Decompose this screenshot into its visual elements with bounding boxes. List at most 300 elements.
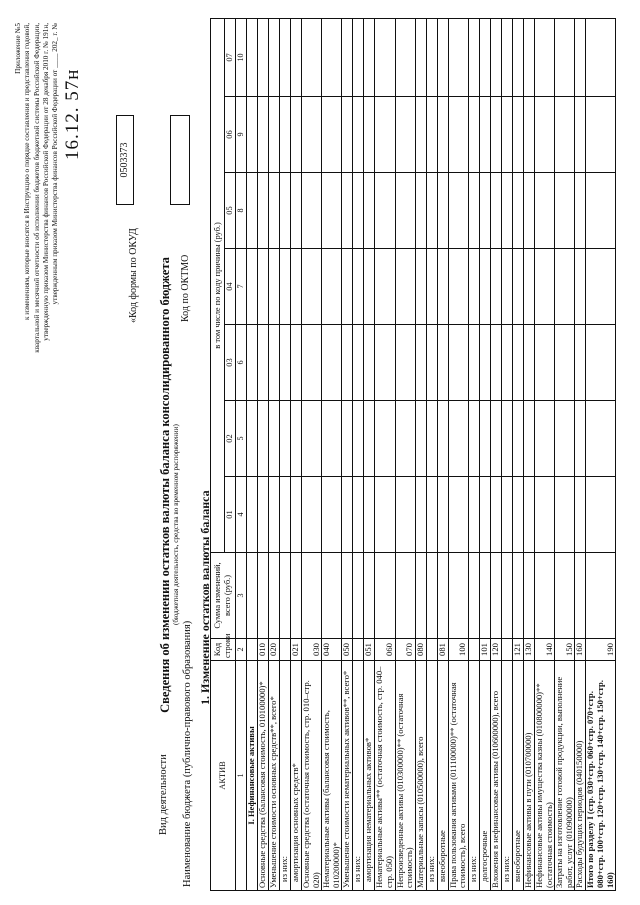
row-name: из них:	[426, 661, 437, 891]
row-name: внеоборотные	[437, 661, 448, 891]
table-row	[322, 18, 342, 890]
value-cell	[342, 18, 353, 96]
value-cell	[353, 477, 364, 553]
value-cell	[437, 249, 448, 325]
header-reason-code: 01	[225, 477, 236, 553]
value-cell	[291, 97, 302, 173]
value-cell	[534, 401, 554, 477]
value-cell	[523, 173, 534, 249]
value-cell	[426, 18, 437, 96]
date-stamp: 16.12. 57н	[62, 68, 83, 160]
row-code: 050	[342, 639, 353, 661]
value-cell	[512, 173, 523, 249]
value-cell	[426, 173, 437, 249]
row-name: амортизация нематериальных активов*	[364, 661, 375, 891]
value-cell	[479, 18, 490, 96]
row-code: 080	[415, 639, 426, 661]
appendix-line: утвержденную приказом Министерства финансов Российской Федерации от 28 декабря 2010 г. № 191н,	[41, 23, 50, 341]
value-cell	[523, 18, 534, 96]
value-cell	[280, 401, 291, 477]
value-cell	[490, 97, 501, 173]
value-cell	[258, 173, 269, 249]
value-cell	[490, 173, 501, 249]
row-code	[280, 639, 291, 661]
form-subtitle: (бюджетная деятельность, средства во временном распоряжении)	[172, 424, 180, 625]
value-cell	[534, 97, 554, 173]
value-cell	[247, 249, 258, 325]
value-cell	[575, 553, 586, 639]
row-name: Нефинансовые активы имущества казны (010800000)** (остаточная стоимость)	[534, 661, 554, 891]
header-reason-code: 04	[225, 249, 236, 325]
row-code	[247, 639, 258, 661]
row-name: из них:	[353, 661, 364, 891]
row-name: Затраты на изготовление готовой продукции, выполнение работ, услуг (010900000)	[555, 661, 575, 891]
value-cell	[322, 325, 342, 401]
appendix-line: к изменениям, которые вносятся в Инструкцию о порядке составления и представления годовой,	[23, 23, 32, 321]
value-cell	[280, 173, 291, 249]
value-cell	[534, 173, 554, 249]
header-code: Код строки	[211, 639, 236, 661]
value-cell	[291, 18, 302, 96]
value-cell	[395, 173, 415, 249]
value-cell	[448, 173, 468, 249]
value-cell	[575, 97, 586, 173]
value-cell	[426, 553, 437, 639]
value-cell	[247, 325, 258, 401]
value-cell	[280, 249, 291, 325]
value-cell	[490, 325, 501, 401]
row-code: 100	[448, 639, 468, 661]
value-cell	[555, 249, 575, 325]
value-cell	[512, 249, 523, 325]
value-cell	[490, 18, 501, 96]
column-number: 10	[236, 18, 247, 96]
value-cell	[353, 97, 364, 173]
activity-label: Вид деятельности	[158, 754, 169, 835]
value-cell	[258, 249, 269, 325]
value-cell	[575, 18, 586, 96]
table-row	[586, 18, 616, 890]
value-cell	[534, 325, 554, 401]
value-cell	[512, 477, 523, 553]
value-cell	[291, 249, 302, 325]
header-sum: Сумма изменений, всего (руб.)	[211, 553, 236, 639]
column-number: 4	[236, 477, 247, 553]
value-cell	[395, 401, 415, 477]
table-row	[342, 18, 353, 890]
value-cell	[437, 97, 448, 173]
value-cell	[269, 18, 280, 96]
value-cell	[501, 18, 512, 96]
value-cell	[501, 97, 512, 173]
table-row	[479, 18, 490, 890]
oktmo-label: Код по ОКТМО	[180, 254, 191, 322]
appendix-line: квартальной и месячной отчетности об исполнении бюджетов бюджетной системы Российской Федерации,	[32, 23, 41, 353]
column-number: 1	[236, 661, 247, 891]
column-number: 2	[236, 639, 247, 661]
oktmo-code-box	[170, 115, 190, 205]
value-cell	[426, 249, 437, 325]
row-name: Итого по разделу I (стр. 030+стр. 060+стр. 070+стр. 080+стр. 100+стр. 120+стр. 130+стр. 140+стр. 150+стр. 160)	[586, 661, 616, 891]
table-row	[501, 18, 512, 890]
appendix-line: Приложение №5	[14, 23, 22, 74]
value-cell	[353, 553, 364, 639]
table-row	[291, 18, 302, 890]
value-cell	[586, 553, 616, 639]
value-cell	[364, 477, 375, 553]
value-cell	[353, 325, 364, 401]
value-cell	[291, 325, 302, 401]
value-cell	[322, 249, 342, 325]
row-code: 140	[534, 639, 554, 661]
value-cell	[291, 553, 302, 639]
row-name: Уменьшение стоимости основных средств**, всего*	[269, 661, 280, 891]
value-cell	[534, 18, 554, 96]
row-code: 020	[269, 639, 280, 661]
value-cell	[586, 18, 616, 96]
value-cell	[375, 477, 395, 553]
value-cell	[555, 553, 575, 639]
value-cell	[302, 18, 322, 96]
value-cell	[437, 325, 448, 401]
value-cell	[269, 477, 280, 553]
value-cell	[448, 325, 468, 401]
value-cell	[302, 553, 322, 639]
row-code: 051	[364, 639, 375, 661]
value-cell	[375, 97, 395, 173]
value-cell	[395, 553, 415, 639]
value-cell	[322, 173, 342, 249]
table-row	[280, 18, 291, 890]
value-cell	[468, 325, 479, 401]
value-cell	[586, 173, 616, 249]
value-cell	[575, 325, 586, 401]
value-cell	[375, 553, 395, 639]
value-cell	[342, 553, 353, 639]
value-cell	[586, 477, 616, 553]
column-number: 8	[236, 173, 247, 249]
header-reason-code: 05	[225, 173, 236, 249]
row-code: 060	[375, 639, 395, 661]
table-row	[512, 18, 523, 890]
row-code	[468, 639, 479, 661]
row-code: 120	[490, 639, 501, 661]
row-name: внеоборотные	[512, 661, 523, 891]
value-cell	[375, 173, 395, 249]
table-row	[534, 18, 554, 890]
value-cell	[395, 249, 415, 325]
row-code: 121	[512, 639, 523, 661]
header-reason-code: 03	[225, 325, 236, 401]
value-cell	[555, 97, 575, 173]
value-cell	[322, 97, 342, 173]
table-row	[415, 18, 426, 890]
value-cell	[291, 477, 302, 553]
value-cell	[468, 18, 479, 96]
row-name: Основные средства (балансовая стоимость, 010100000)*	[258, 661, 269, 891]
value-cell	[353, 173, 364, 249]
value-cell	[322, 553, 342, 639]
table-row	[353, 18, 364, 890]
value-cell	[395, 325, 415, 401]
value-cell	[364, 97, 375, 173]
value-cell	[512, 553, 523, 639]
table-row	[247, 18, 258, 890]
value-cell	[258, 325, 269, 401]
row-name: долгосрочные	[479, 661, 490, 891]
value-cell	[448, 97, 468, 173]
value-cell	[501, 553, 512, 639]
value-cell	[280, 325, 291, 401]
value-cell	[258, 18, 269, 96]
value-cell	[353, 401, 364, 477]
value-cell	[448, 249, 468, 325]
value-cell	[364, 325, 375, 401]
value-cell	[479, 97, 490, 173]
row-name: Права пользования активами (011100000)** (остаточная стоимость), всего	[448, 661, 468, 891]
table-row	[555, 18, 575, 890]
value-cell	[501, 401, 512, 477]
value-cell	[280, 18, 291, 96]
table-row	[395, 18, 415, 890]
value-cell	[342, 401, 353, 477]
column-number: 3	[236, 553, 247, 639]
row-name: Уменьшение стоимости нематериальных активов**, всего*	[342, 661, 353, 891]
value-cell	[415, 18, 426, 96]
okud-code-box: 0503373	[116, 115, 134, 205]
row-code: 010	[258, 639, 269, 661]
appendix-note	[14, 23, 60, 353]
value-cell	[468, 477, 479, 553]
value-cell	[342, 477, 353, 553]
value-cell	[269, 249, 280, 325]
value-cell	[258, 401, 269, 477]
value-cell	[302, 401, 322, 477]
value-cell	[426, 401, 437, 477]
value-cell	[575, 401, 586, 477]
value-cell	[269, 97, 280, 173]
row-name: Нефинансовые активы в пути (010700000)	[523, 661, 534, 891]
value-cell	[415, 553, 426, 639]
row-name: Материальные запасы (010500000), всего	[415, 661, 426, 891]
row-code: 030	[302, 639, 322, 661]
value-cell	[437, 173, 448, 249]
value-cell	[302, 249, 322, 325]
value-cell	[448, 553, 468, 639]
value-cell	[375, 401, 395, 477]
value-cell	[280, 97, 291, 173]
value-cell	[479, 173, 490, 249]
table-row	[575, 18, 586, 890]
value-cell	[437, 18, 448, 96]
value-cell	[523, 553, 534, 639]
value-cell	[269, 553, 280, 639]
landscape-sheet	[10, 15, 630, 895]
value-cell	[302, 173, 322, 249]
value-cell	[415, 97, 426, 173]
value-cell	[258, 477, 269, 553]
value-cell	[512, 18, 523, 96]
value-cell	[247, 97, 258, 173]
okud-label: «Код формы по ОКУД	[128, 228, 139, 323]
table-row	[437, 18, 448, 890]
value-cell	[353, 249, 364, 325]
value-cell	[302, 477, 322, 553]
value-cell	[322, 477, 342, 553]
balance-table	[210, 18, 616, 891]
value-cell	[468, 249, 479, 325]
value-cell	[523, 97, 534, 173]
table-row	[448, 18, 468, 890]
value-cell	[258, 553, 269, 639]
value-cell	[479, 553, 490, 639]
value-cell	[426, 325, 437, 401]
value-cell	[322, 401, 342, 477]
value-cell	[247, 173, 258, 249]
value-cell	[512, 97, 523, 173]
header-asset: АКТИВ	[211, 661, 236, 891]
value-cell	[479, 401, 490, 477]
value-cell	[269, 401, 280, 477]
table-row	[375, 18, 395, 890]
value-cell	[523, 325, 534, 401]
row-code: 070	[395, 639, 415, 661]
row-name: Вложения в нефинансовые активы (010600000), всего	[490, 661, 501, 891]
value-cell	[269, 325, 280, 401]
value-cell	[375, 18, 395, 96]
row-code: 190	[586, 639, 616, 661]
value-cell	[258, 97, 269, 173]
value-cell	[247, 477, 258, 553]
column-number: 9	[236, 97, 247, 173]
value-cell	[490, 249, 501, 325]
value-cell	[375, 325, 395, 401]
value-cell	[247, 401, 258, 477]
row-code	[353, 639, 364, 661]
value-cell	[426, 477, 437, 553]
appendix-line: утвержденным приказом Министерства финансов Российской Федерации от ____ 202_ г. №	[51, 23, 60, 305]
value-cell	[555, 18, 575, 96]
value-cell	[468, 401, 479, 477]
value-cell	[364, 401, 375, 477]
value-cell	[280, 477, 291, 553]
value-cell	[468, 173, 479, 249]
value-cell	[575, 173, 586, 249]
row-name: I. Нефинансовые активы	[247, 661, 258, 891]
row-name: Нематериальные активы** (остаточная стоимость, стр. 040–стр. 050)	[375, 661, 395, 891]
value-cell	[586, 97, 616, 173]
value-cell	[342, 325, 353, 401]
value-cell	[490, 401, 501, 477]
row-code	[501, 639, 512, 661]
value-cell	[534, 553, 554, 639]
row-name: из них:	[501, 661, 512, 891]
row-name: из них:	[280, 661, 291, 891]
value-cell	[586, 325, 616, 401]
value-cell	[302, 97, 322, 173]
value-cell	[490, 553, 501, 639]
value-cell	[501, 173, 512, 249]
row-name: Непроизведенные активы (010300000)** (остаточная стоимость)	[395, 661, 415, 891]
row-code: 101	[479, 639, 490, 661]
value-cell	[437, 401, 448, 477]
value-cell	[342, 97, 353, 173]
table-row	[258, 18, 269, 890]
value-cell	[523, 401, 534, 477]
value-cell	[437, 553, 448, 639]
row-code: 021	[291, 639, 302, 661]
table-row	[468, 18, 479, 890]
table-row	[523, 18, 534, 890]
value-cell	[448, 18, 468, 96]
value-cell	[342, 173, 353, 249]
value-cell	[415, 173, 426, 249]
value-cell	[523, 249, 534, 325]
value-cell	[448, 401, 468, 477]
value-cell	[437, 477, 448, 553]
value-cell	[247, 553, 258, 639]
value-cell	[342, 249, 353, 325]
column-number: 5	[236, 401, 247, 477]
value-cell	[426, 97, 437, 173]
value-cell	[468, 97, 479, 173]
value-cell	[523, 477, 534, 553]
value-cell	[415, 477, 426, 553]
value-cell	[512, 325, 523, 401]
value-cell	[415, 325, 426, 401]
value-cell	[479, 477, 490, 553]
header-reason-code: 07	[225, 18, 236, 96]
value-cell	[291, 401, 302, 477]
row-name: Расходы будущих периодов (040150000)	[575, 661, 586, 891]
value-cell	[586, 249, 616, 325]
row-code: 081	[437, 639, 448, 661]
value-cell	[353, 18, 364, 96]
value-cell	[555, 325, 575, 401]
value-cell	[575, 477, 586, 553]
value-cell	[322, 18, 342, 96]
value-cell	[448, 477, 468, 553]
row-name: Нематериальные активы (балансовая стоимость, 010200000)*	[322, 661, 342, 891]
value-cell	[415, 401, 426, 477]
value-cell	[395, 477, 415, 553]
value-cell	[375, 249, 395, 325]
row-name: Основные средства (остаточная стоимость, стр. 010–стр. 020)	[302, 661, 322, 891]
row-name: из них:	[468, 661, 479, 891]
table-row	[426, 18, 437, 890]
row-code: 040	[322, 639, 342, 661]
header-including: в том числе по коду причины (руб.)	[211, 18, 225, 552]
value-cell	[364, 173, 375, 249]
value-cell	[468, 553, 479, 639]
value-cell	[291, 173, 302, 249]
table-row	[269, 18, 280, 890]
value-cell	[280, 553, 291, 639]
value-cell	[269, 173, 280, 249]
value-cell	[586, 401, 616, 477]
value-cell	[479, 249, 490, 325]
row-code	[426, 639, 437, 661]
row-code: 150	[555, 639, 575, 661]
value-cell	[415, 249, 426, 325]
value-cell	[501, 325, 512, 401]
value-cell	[501, 477, 512, 553]
value-cell	[364, 553, 375, 639]
row-code: 160	[575, 639, 586, 661]
budget-name-label: Наименование бюджета (публично-правового образования)	[182, 620, 193, 887]
value-cell	[555, 173, 575, 249]
header-reason-code: 06	[225, 97, 236, 173]
